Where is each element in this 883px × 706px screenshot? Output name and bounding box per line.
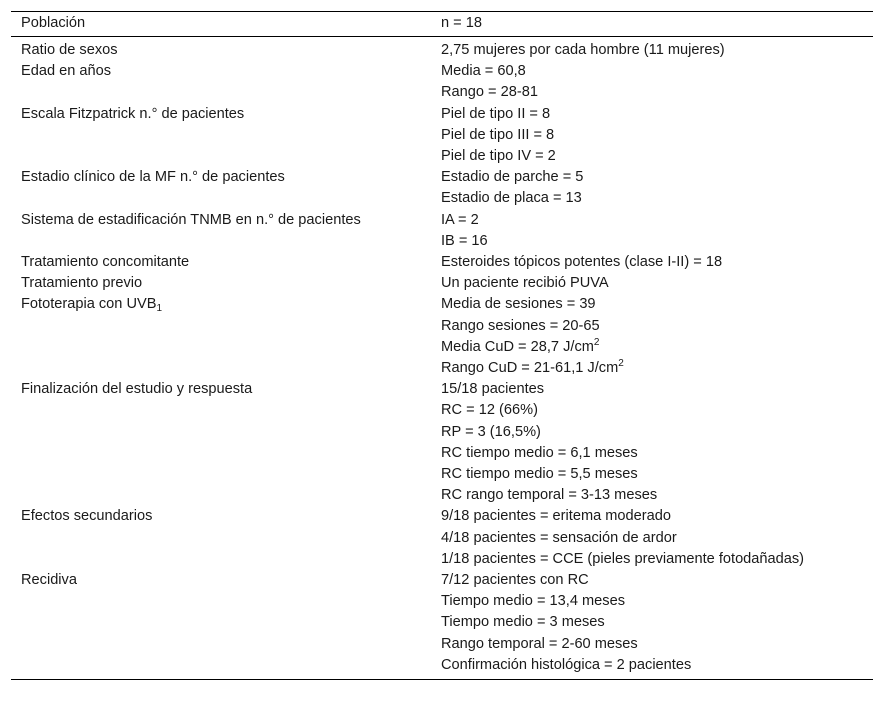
- row-values: [431, 379, 873, 506]
- table-row: [11, 273, 873, 294]
- row-value: Media = 60,8: [441, 63, 526, 80]
- row-label: Efectos secundarios: [21, 508, 153, 525]
- row-value: Rango temporal = 2-60 meses: [441, 635, 638, 652]
- row-value: 1/18 pacientes = CCE (pieles previamente fotodañadas): [441, 550, 805, 567]
- row-values: [431, 294, 873, 379]
- row-value: 9/18 pacientes = eritema moderado: [441, 508, 671, 525]
- row-label: Recidiva: [21, 572, 77, 589]
- row-value: Esteroides tópicos potentes (clase I-II) = 18: [441, 254, 723, 271]
- table-row: [11, 379, 873, 506]
- table-row: [11, 294, 873, 379]
- row-value-with-unit: [441, 337, 863, 358]
- row-label: Tratamiento previo: [21, 275, 143, 292]
- row-value: Piel de tipo IV = 2: [441, 148, 556, 165]
- row-value: Rango sesiones = 20-65: [441, 317, 600, 334]
- dose-text: Rango CuD = 21-61,1 J/cm: [441, 360, 619, 377]
- row-value: RC tiempo medio = 6,1 meses: [441, 444, 638, 461]
- row-label: Estadio clínico de la MF n.° de pacientes: [21, 169, 285, 186]
- row-value: IA = 2: [441, 211, 479, 228]
- row-values: [431, 167, 873, 209]
- row-value: Estadio de parche = 5: [441, 169, 584, 186]
- unit-superscript: 2: [618, 358, 624, 370]
- patient-characteristics-table: [11, 11, 873, 680]
- row-value: Rango = 28-81: [441, 84, 538, 101]
- header-value: n = 18: [441, 15, 482, 31]
- row-label: Sistema de estadificación TNMB en n.° de pacientes: [21, 211, 361, 228]
- row-label: Fototerapia con UVB: [21, 296, 157, 313]
- dose-text: Media CuD = 28,7 J/cm: [441, 338, 594, 355]
- row-label-cell: [11, 294, 431, 379]
- row-label: Ratio de sexos: [21, 42, 118, 58]
- unit-superscript: 2: [593, 336, 600, 348]
- row-value: 7/12 pacientes con RC: [441, 572, 589, 589]
- table-row: [11, 506, 873, 570]
- table-row: [11, 104, 873, 168]
- table-row: [11, 37, 873, 62]
- row-values: [431, 104, 873, 168]
- row-values: [431, 570, 873, 680]
- row-value: Piel de tipo III = 8: [441, 126, 555, 143]
- row-value: RP = 3 (16,5%): [441, 423, 541, 440]
- row-label: Escala Fitzpatrick n.° de pacientes: [21, 105, 245, 122]
- row-value: RC tiempo medio = 5,5 meses: [441, 466, 638, 483]
- row-value-with-unit: [441, 358, 863, 379]
- row-values: [431, 273, 873, 294]
- table-row: [11, 210, 873, 252]
- row-label: Edad en años: [21, 63, 112, 80]
- row-value: Tiempo medio = 3 meses: [441, 614, 605, 631]
- row-value: 4/18 pacientes = sensación de ardor: [441, 529, 677, 546]
- row-label: Tratamiento concomitante: [21, 254, 190, 271]
- row-value: RC rango temporal = 3-13 meses: [441, 487, 658, 504]
- row-values: [431, 506, 873, 570]
- row-values: [431, 252, 873, 273]
- patient-characteristics-table-wrapper: [11, 11, 873, 680]
- row-label-subscript: 1: [156, 303, 163, 315]
- row-values: [431, 61, 873, 103]
- row-value: Estadio de placa = 13: [441, 190, 582, 207]
- header-label: Población: [21, 15, 86, 31]
- row-value: Piel de tipo II = 8: [441, 105, 551, 122]
- table-row: [11, 61, 873, 103]
- row-label: Finalización del estudio y respuesta: [21, 381, 253, 398]
- row-value: Tiempo medio = 13,4 meses: [441, 593, 625, 610]
- row-value: Confirmación histológica = 2 pacientes: [441, 656, 692, 673]
- table-row: [11, 252, 873, 273]
- row-value: IB = 16: [441, 232, 488, 249]
- row-values: [431, 210, 873, 252]
- row-value: Media de sesiones = 39: [441, 296, 596, 313]
- table-header-row: [11, 12, 873, 37]
- row-value: 2,75 mujeres por cada hombre (11 mujeres): [441, 42, 725, 58]
- row-value: RC = 12 (66%): [441, 402, 538, 419]
- table-row: [11, 167, 873, 209]
- row-value: Un paciente recibió PUVA: [441, 275, 609, 292]
- table-row: [11, 570, 873, 680]
- row-value: 15/18 pacientes: [441, 381, 545, 398]
- row-values: [431, 37, 873, 62]
